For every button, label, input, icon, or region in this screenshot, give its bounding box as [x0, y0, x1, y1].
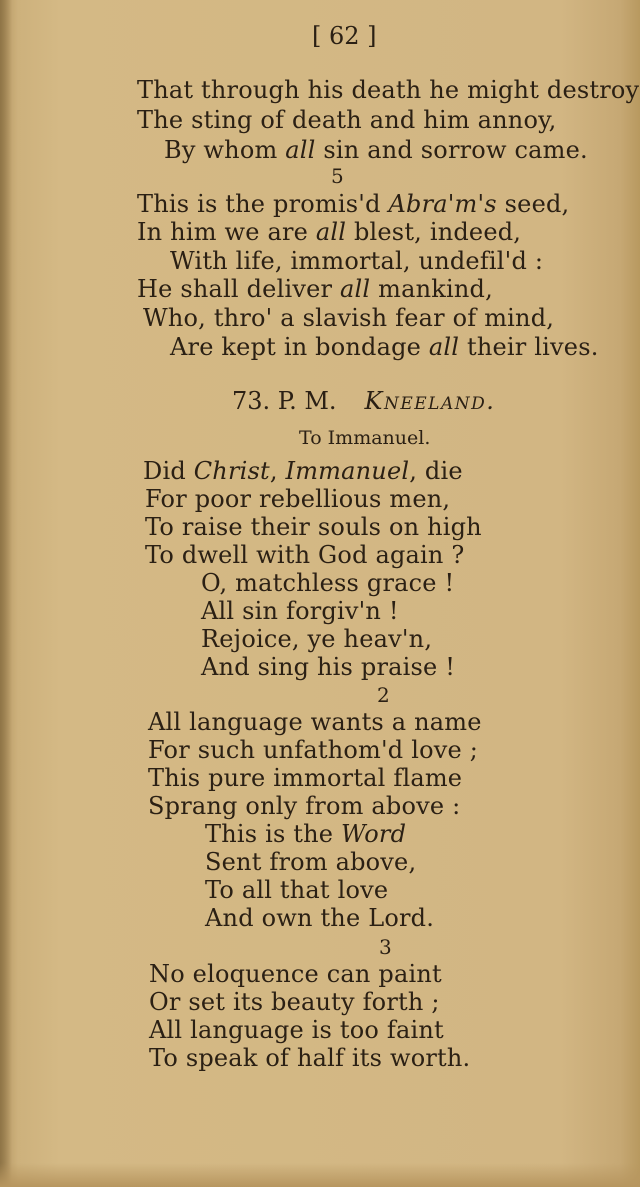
verse-line: Sprang only from above : [148, 792, 461, 820]
verse-line: Rejoice, ye heav'n, [201, 625, 433, 653]
verse-line: Are kept in bondage all their lives. [170, 333, 599, 361]
verse-line: This pure immortal flame [148, 764, 463, 792]
verse-line: To dwell with God again ? [145, 541, 465, 569]
tune-name: Kneeland. [364, 387, 496, 415]
verse-line: Sent from above, [205, 848, 417, 876]
verse-line: This is the promis'd Abra'm's seed, [137, 190, 570, 218]
verse-line: In him we are all blest, indeed, [137, 218, 522, 246]
verse-line: Or set its beauty forth ; [149, 988, 440, 1016]
verse-line: To raise their souls on high [145, 513, 482, 541]
verse-line: O, matchless grace ! [201, 569, 455, 597]
stanza-number: 3 [379, 935, 392, 959]
page-number: [ 62 ] [312, 22, 377, 50]
verse-line: That through his death he might destroy [137, 76, 640, 104]
verse-line: To all that love [205, 876, 389, 904]
verse-line: For poor rebellious men, [145, 485, 451, 513]
hymn-heading: 73. P. M. Kneeland. [232, 387, 496, 415]
stanza-number: 2 [377, 683, 390, 707]
verse-line: By whom all sin and sorrow came. [164, 136, 588, 164]
verse-line: With life, immortal, undefil'd : [170, 247, 544, 275]
verse-line: This is the Word [205, 820, 407, 848]
verse-line: No eloquence can paint [149, 960, 442, 988]
hymn-subtitle: To Immanuel. [299, 427, 431, 449]
page-edge-shadow [0, 0, 12, 1187]
verse-line: And own the Lord. [205, 904, 435, 932]
verse-line: The sting of death and him annoy, [137, 106, 557, 134]
stanza-number: 5 [331, 164, 344, 188]
verse-line: For such unfathom'd love ; [148, 736, 478, 764]
page-bottom-shadow [0, 1163, 640, 1187]
verse-line: Did Christ, Immanuel, die [143, 457, 463, 485]
verse-line: All language is too faint [149, 1016, 444, 1044]
verse-line: And sing his praise ! [201, 653, 456, 681]
verse-line: All language wants a name [148, 708, 482, 736]
verse-line: All sin forgiv'n ! [201, 597, 399, 625]
verse-line: To speak of half its worth. [149, 1044, 471, 1072]
verse-line: Who, thro' a slavish fear of mind, [143, 304, 555, 332]
verse-line: He shall deliver all mankind, [137, 275, 493, 303]
